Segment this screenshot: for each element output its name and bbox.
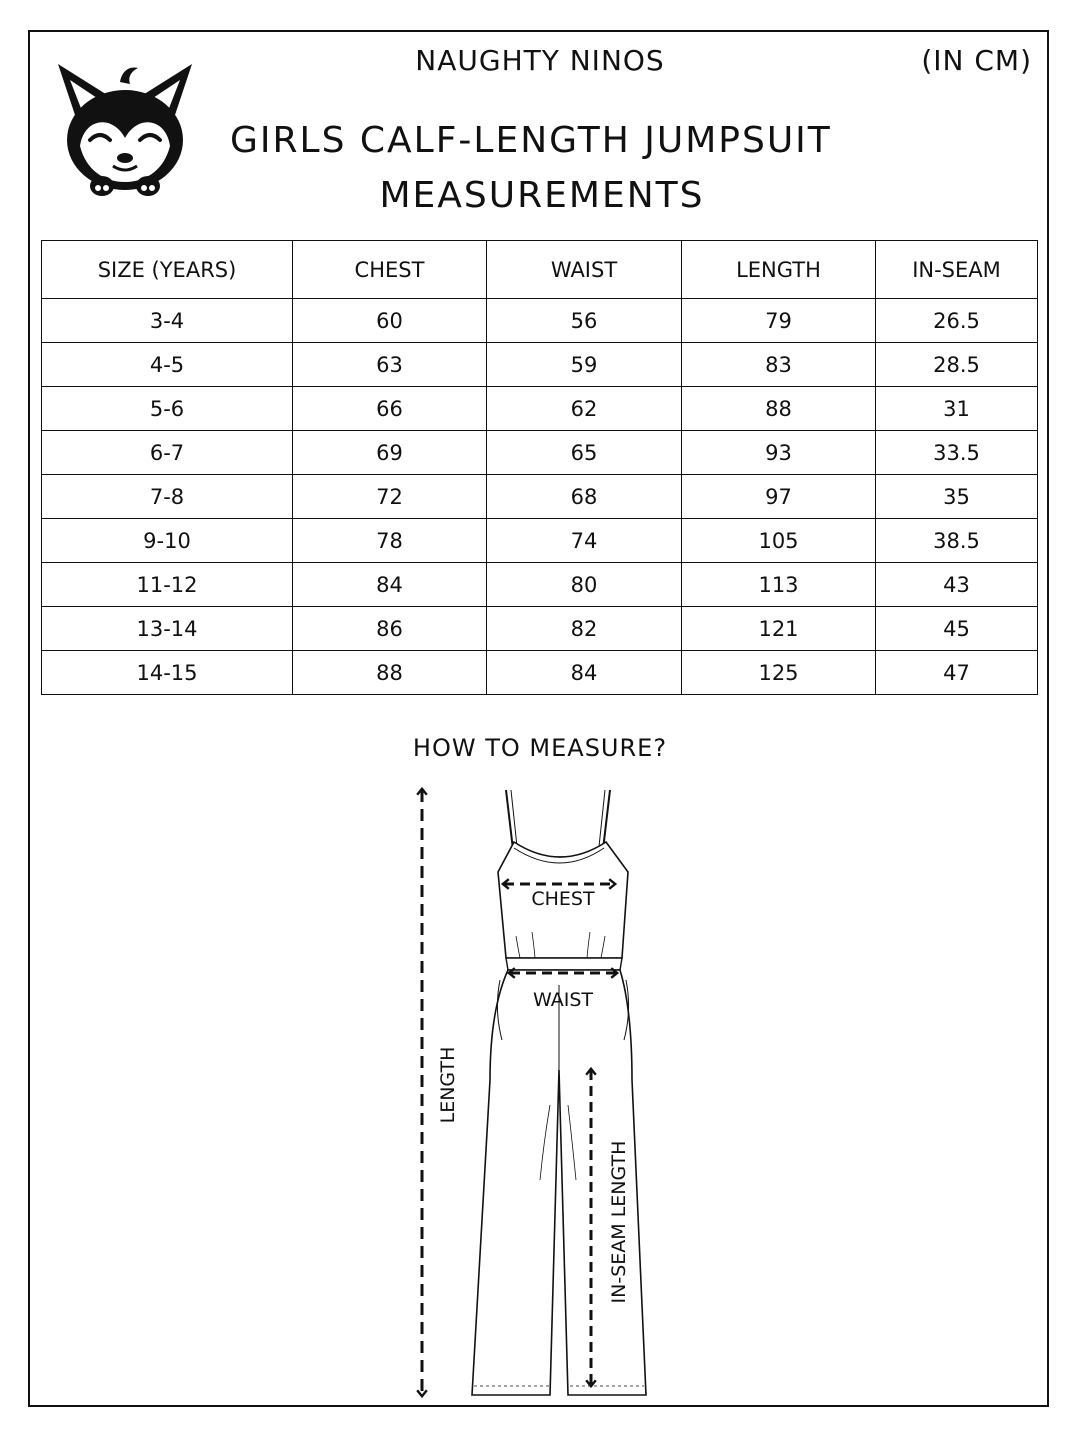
jumpsuit-diagram: [400, 780, 680, 1405]
cell-inseam: 28.5: [876, 343, 1038, 387]
table-row: [42, 299, 1038, 343]
cell-waist: 84: [487, 651, 682, 695]
cell-inseam: 35: [876, 475, 1038, 519]
cell-waist: 68: [487, 475, 682, 519]
table-row: [42, 519, 1038, 563]
table-row: [42, 651, 1038, 695]
cell-waist: 56: [487, 299, 682, 343]
cell-size: 13-14: [42, 607, 293, 651]
brand-name: NAUGHTY NINOS: [415, 44, 665, 77]
cell-length: 125: [682, 651, 876, 695]
cell-inseam: 45: [876, 607, 1038, 651]
cell-length: 93: [682, 431, 876, 475]
cell-chest: 66: [293, 387, 487, 431]
fox-logo-icon: [50, 58, 200, 200]
cell-waist: 74: [487, 519, 682, 563]
length-label: LENGTH: [437, 1046, 459, 1124]
cell-chest: 63: [293, 343, 487, 387]
table-row: [42, 475, 1038, 519]
cell-length: 79: [682, 299, 876, 343]
table-header-row: [42, 241, 1038, 299]
cell-waist: 62: [487, 387, 682, 431]
cell-chest: 88: [293, 651, 487, 695]
cell-length: 88: [682, 387, 876, 431]
page-title: GIRLS CALF-LENGTH JUMPSUIT: [230, 120, 832, 161]
cell-size: 7-8: [42, 475, 293, 519]
header-chest: CHEST: [293, 241, 487, 299]
cell-chest: 78: [293, 519, 487, 563]
cell-chest: 72: [293, 475, 487, 519]
cell-size: 5-6: [42, 387, 293, 431]
header-size: SIZE (YEARS): [42, 241, 293, 299]
cell-chest: 84: [293, 563, 487, 607]
cell-inseam: 26.5: [876, 299, 1038, 343]
cell-size: 3-4: [42, 299, 293, 343]
page-subtitle: MEASUREMENTS: [379, 175, 705, 216]
cell-waist: 65: [487, 431, 682, 475]
cell-size: 6-7: [42, 431, 293, 475]
cell-inseam: 33.5: [876, 431, 1038, 475]
size-chart-table: [41, 240, 1038, 695]
waist-label: WAIST: [532, 989, 594, 1011]
how-to-measure-title: HOW TO MEASURE?: [412, 734, 668, 762]
cell-length: 113: [682, 563, 876, 607]
table-row: [42, 343, 1038, 387]
header-length: LENGTH: [682, 241, 876, 299]
cell-length: 97: [682, 475, 876, 519]
inseam-label: IN-SEAM LENGTH: [608, 1140, 630, 1304]
cell-length: 105: [682, 519, 876, 563]
cell-size: 11-12: [42, 563, 293, 607]
chest-label: CHEST: [531, 888, 595, 910]
cell-waist: 82: [487, 607, 682, 651]
cell-inseam: 47: [876, 651, 1038, 695]
header-waist: WAIST: [487, 241, 682, 299]
cell-chest: 60: [293, 299, 487, 343]
cell-waist: 80: [487, 563, 682, 607]
unit-label: (IN CM): [921, 44, 1032, 77]
cell-inseam: 38.5: [876, 519, 1038, 563]
cell-size: 4-5: [42, 343, 293, 387]
cell-waist: 59: [487, 343, 682, 387]
cell-length: 83: [682, 343, 876, 387]
table-row: [42, 563, 1038, 607]
table-row: [42, 387, 1038, 431]
table-row: [42, 431, 1038, 475]
cell-inseam: 31: [876, 387, 1038, 431]
cell-inseam: 43: [876, 563, 1038, 607]
cell-chest: 69: [293, 431, 487, 475]
header-inseam: IN-SEAM: [876, 241, 1038, 299]
cell-size: 9-10: [42, 519, 293, 563]
cell-length: 121: [682, 607, 876, 651]
table-row: [42, 607, 1038, 651]
cell-size: 14-15: [42, 651, 293, 695]
cell-chest: 86: [293, 607, 487, 651]
